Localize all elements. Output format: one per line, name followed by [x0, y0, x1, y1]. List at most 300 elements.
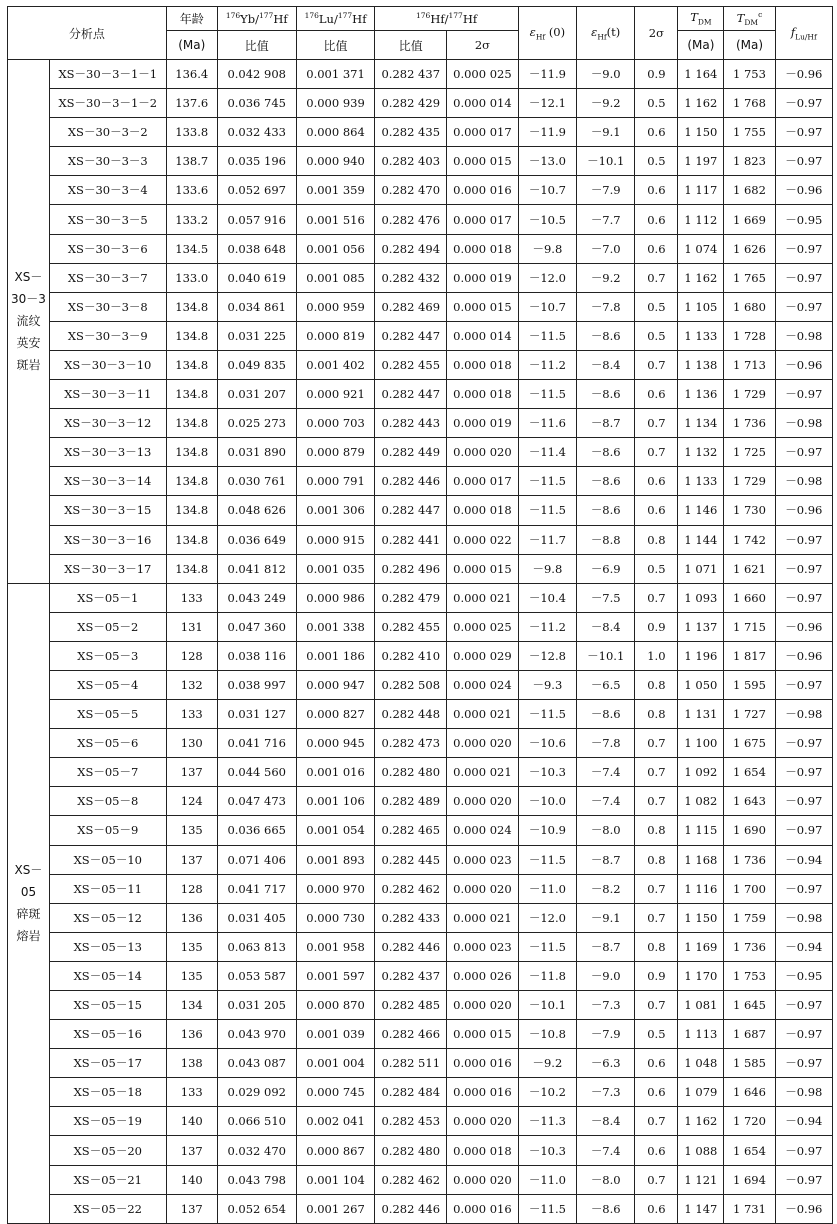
cell-hf-hf-ratio: 0.282 469 — [375, 292, 447, 321]
group-label-line: 流纹 — [16, 314, 41, 329]
cell-hf-hf-ratio: 0.282 433 — [375, 903, 447, 932]
cell-eps-hf-0: －11.5 — [518, 1194, 576, 1223]
table-row — [8, 845, 833, 874]
cell-hf-hf-2sigma: 0.000 021 — [447, 700, 519, 729]
cell-analysis-point: XS－05－10 — [49, 845, 166, 874]
cell-f-lu-hf: －0.97 — [775, 874, 832, 903]
cell-hf-hf-ratio: 0.282 403 — [375, 147, 447, 176]
cell-lu-hf-ratio: 0.001 371 — [296, 60, 375, 89]
cell-age: 137 — [166, 845, 217, 874]
group-label — [8, 60, 50, 584]
table-row — [8, 874, 833, 903]
cell-tdmc: 1 675 — [724, 729, 775, 758]
cell-lu-hf-ratio: 0.001 306 — [296, 496, 375, 525]
cell-hf-hf-ratio: 0.282 453 — [375, 1107, 447, 1136]
cell-hf-hf-2sigma: 0.000 015 — [447, 292, 519, 321]
cell-hf-hf-ratio: 0.282 462 — [375, 1165, 447, 1194]
cell-lu-hf-ratio: 0.000 867 — [296, 1136, 375, 1165]
cell-age: 135 — [166, 932, 217, 961]
cell-eps-hf-t: －6.5 — [577, 670, 635, 699]
header-lu-hf-ratio: 比值 — [296, 31, 375, 60]
cell-2sigma: 0.8 — [635, 700, 678, 729]
cell-f-lu-hf: －0.97 — [775, 758, 832, 787]
cell-hf-hf-2sigma: 0.000 017 — [447, 118, 519, 147]
cell-eps-hf-0: －11.5 — [518, 467, 576, 496]
cell-hf-hf-2sigma: 0.000 021 — [447, 583, 519, 612]
table-row — [8, 205, 833, 234]
table-row — [8, 1194, 833, 1223]
cell-tdm: 1 162 — [678, 1107, 724, 1136]
cell-hf-hf-ratio: 0.282 449 — [375, 438, 447, 467]
cell-analysis-point: XS－30－3－15 — [49, 496, 166, 525]
cell-analysis-point: XS－30－3－9 — [49, 321, 166, 350]
cell-yb-hf-ratio: 0.041 717 — [217, 874, 296, 903]
cell-tdm: 1 116 — [678, 874, 724, 903]
table-row — [8, 60, 833, 89]
cell-f-lu-hf: －0.97 — [775, 670, 832, 699]
cell-eps-hf-t: －8.7 — [577, 932, 635, 961]
cell-tdm: 1 133 — [678, 467, 724, 496]
cell-tdmc: 1 687 — [724, 1020, 775, 1049]
cell-tdmc: 1 646 — [724, 1078, 775, 1107]
table-row — [8, 409, 833, 438]
cell-age: 133 — [166, 583, 217, 612]
cell-analysis-point: XS－05－1 — [49, 583, 166, 612]
cell-f-lu-hf: －0.97 — [775, 991, 832, 1020]
cell-eps-hf-0: －11.0 — [518, 1165, 576, 1194]
cell-yb-hf-ratio: 0.057 916 — [217, 205, 296, 234]
cell-hf-hf-ratio: 0.282 445 — [375, 845, 447, 874]
cell-lu-hf-ratio: 0.001 958 — [296, 932, 375, 961]
cell-age: 128 — [166, 874, 217, 903]
cell-yb-hf-ratio: 0.053 587 — [217, 961, 296, 990]
table-row — [8, 89, 833, 118]
table-row — [8, 816, 833, 845]
cell-age: 140 — [166, 1107, 217, 1136]
header-hf-hf: $^{176}$Hf/$^{177}$Hf — [375, 7, 518, 31]
cell-yb-hf-ratio: 0.030 761 — [217, 467, 296, 496]
cell-hf-hf-2sigma: 0.000 023 — [447, 932, 519, 961]
cell-lu-hf-ratio: 0.000 921 — [296, 380, 375, 409]
cell-f-lu-hf: －0.96 — [775, 496, 832, 525]
cell-analysis-point: XS－30－3－2 — [49, 118, 166, 147]
cell-eps-hf-0: －9.8 — [518, 234, 576, 263]
cell-eps-hf-t: －9.0 — [577, 60, 635, 89]
cell-yb-hf-ratio: 0.031 205 — [217, 991, 296, 1020]
cell-f-lu-hf: －0.97 — [775, 118, 832, 147]
cell-lu-hf-ratio: 0.001 016 — [296, 758, 375, 787]
table-row — [8, 1165, 833, 1194]
cell-hf-hf-ratio: 0.282 470 — [375, 176, 447, 205]
cell-analysis-point: XS－30－3－14 — [49, 467, 166, 496]
cell-yb-hf-ratio: 0.029 092 — [217, 1078, 296, 1107]
cell-hf-hf-ratio: 0.282 432 — [375, 263, 447, 292]
cell-tdmc: 1 728 — [724, 321, 775, 350]
cell-age: 130 — [166, 729, 217, 758]
cell-age: 124 — [166, 787, 217, 816]
cell-tdmc: 1 621 — [724, 554, 775, 583]
cell-f-lu-hf: －0.96 — [775, 1194, 832, 1223]
cell-tdmc: 1 682 — [724, 176, 775, 205]
cell-yb-hf-ratio: 0.042 908 — [217, 60, 296, 89]
cell-eps-hf-0: －10.0 — [518, 787, 576, 816]
cell-eps-hf-0: －10.7 — [518, 292, 576, 321]
cell-eps-hf-0: －10.2 — [518, 1078, 576, 1107]
cell-analysis-point: XS－30－3－17 — [49, 554, 166, 583]
cell-yb-hf-ratio: 0.063 813 — [217, 932, 296, 961]
cell-tdmc: 1 595 — [724, 670, 775, 699]
cell-tdm: 1 196 — [678, 641, 724, 670]
cell-yb-hf-ratio: 0.043 249 — [217, 583, 296, 612]
cell-eps-hf-t: －8.6 — [577, 380, 635, 409]
cell-hf-hf-ratio: 0.282 410 — [375, 641, 447, 670]
cell-tdm: 1 081 — [678, 991, 724, 1020]
cell-hf-hf-2sigma: 0.000 016 — [447, 1078, 519, 1107]
cell-hf-hf-2sigma: 0.000 021 — [447, 758, 519, 787]
cell-hf-hf-ratio: 0.282 455 — [375, 350, 447, 379]
cell-f-lu-hf: －0.98 — [775, 321, 832, 350]
cell-f-lu-hf: －0.94 — [775, 1107, 832, 1136]
table-row — [8, 961, 833, 990]
cell-age: 134.8 — [166, 350, 217, 379]
cell-hf-hf-ratio: 0.282 473 — [375, 729, 447, 758]
cell-tdm: 1 134 — [678, 409, 724, 438]
cell-2sigma: 0.7 — [635, 903, 678, 932]
cell-tdm: 1 048 — [678, 1049, 724, 1078]
cell-eps-hf-0: －11.5 — [518, 380, 576, 409]
cell-2sigma: 0.8 — [635, 816, 678, 845]
cell-tdm: 1 170 — [678, 961, 724, 990]
cell-eps-hf-t: －10.1 — [577, 147, 635, 176]
cell-hf-hf-2sigma: 0.000 016 — [447, 1049, 519, 1078]
cell-eps-hf-t: －7.3 — [577, 991, 635, 1020]
cell-yb-hf-ratio: 0.038 997 — [217, 670, 296, 699]
cell-lu-hf-ratio: 0.001 516 — [296, 205, 375, 234]
cell-eps-hf-t: －8.6 — [577, 496, 635, 525]
cell-hf-hf-2sigma: 0.000 025 — [447, 60, 519, 89]
cell-tdmc: 1 736 — [724, 932, 775, 961]
cell-eps-hf-t: －8.4 — [577, 1107, 635, 1136]
cell-age: 134.8 — [166, 438, 217, 467]
cell-f-lu-hf: －0.94 — [775, 845, 832, 874]
header-yb-hf: $^{176}$Yb/$^{177}$Hf — [217, 7, 296, 31]
table-row — [8, 932, 833, 961]
cell-lu-hf-ratio: 0.001 039 — [296, 1020, 375, 1049]
cell-f-lu-hf: －0.97 — [775, 554, 832, 583]
cell-2sigma: 0.6 — [635, 496, 678, 525]
cell-tdm: 1 105 — [678, 292, 724, 321]
cell-hf-hf-ratio: 0.282 447 — [375, 496, 447, 525]
cell-f-lu-hf: －0.97 — [775, 292, 832, 321]
cell-yb-hf-ratio: 0.047 360 — [217, 612, 296, 641]
cell-tdm: 1 115 — [678, 816, 724, 845]
cell-f-lu-hf: －0.97 — [775, 263, 832, 292]
cell-tdm: 1 146 — [678, 496, 724, 525]
table-row — [8, 758, 833, 787]
cell-tdmc: 1 731 — [724, 1194, 775, 1223]
table-row — [8, 263, 833, 292]
cell-eps-hf-t: －6.3 — [577, 1049, 635, 1078]
cell-eps-hf-0: －12.0 — [518, 903, 576, 932]
cell-tdm: 1 133 — [678, 321, 724, 350]
cell-eps-hf-t: －7.4 — [577, 787, 635, 816]
cell-lu-hf-ratio: 0.000 879 — [296, 438, 375, 467]
cell-2sigma: 0.7 — [635, 874, 678, 903]
cell-f-lu-hf: －0.96 — [775, 60, 832, 89]
cell-eps-hf-0: －9.3 — [518, 670, 576, 699]
cell-eps-hf-0: －11.6 — [518, 409, 576, 438]
cell-yb-hf-ratio: 0.052 654 — [217, 1194, 296, 1223]
cell-yb-hf-ratio: 0.071 406 — [217, 845, 296, 874]
cell-hf-hf-2sigma: 0.000 020 — [447, 991, 519, 1020]
cell-eps-hf-0: －9.8 — [518, 554, 576, 583]
cell-hf-hf-ratio: 0.282 447 — [375, 380, 447, 409]
cell-f-lu-hf: －0.98 — [775, 1078, 832, 1107]
cell-tdm: 1 164 — [678, 60, 724, 89]
cell-hf-hf-ratio: 0.282 429 — [375, 89, 447, 118]
group-label-line: XS－ — [14, 270, 43, 285]
table-body — [8, 60, 833, 1224]
cell-hf-hf-ratio: 0.282 485 — [375, 991, 447, 1020]
table-row — [8, 700, 833, 729]
cell-hf-hf-2sigma: 0.000 018 — [447, 350, 519, 379]
cell-lu-hf-ratio: 0.000 864 — [296, 118, 375, 147]
group-label-line: 英安 — [16, 336, 41, 351]
cell-tdmc: 1 660 — [724, 583, 775, 612]
cell-analysis-point: XS－05－13 — [49, 932, 166, 961]
cell-analysis-point: XS－30－3－3 — [49, 147, 166, 176]
cell-tdmc: 1 694 — [724, 1165, 775, 1194]
cell-eps-hf-0: －11.5 — [518, 845, 576, 874]
cell-f-lu-hf: －0.97 — [775, 147, 832, 176]
cell-age: 134.8 — [166, 525, 217, 554]
cell-f-lu-hf: －0.97 — [775, 816, 832, 845]
cell-hf-hf-ratio: 0.282 462 — [375, 874, 447, 903]
cell-2sigma: 0.6 — [635, 1194, 678, 1223]
cell-hf-hf-2sigma: 0.000 023 — [447, 845, 519, 874]
cell-lu-hf-ratio: 0.000 819 — [296, 321, 375, 350]
cell-2sigma: 0.7 — [635, 409, 678, 438]
cell-2sigma: 1.0 — [635, 641, 678, 670]
cell-age: 138.7 — [166, 147, 217, 176]
table-row — [8, 729, 833, 758]
table-row — [8, 525, 833, 554]
cell-tdmc: 1 753 — [724, 961, 775, 990]
cell-hf-hf-2sigma: 0.000 018 — [447, 380, 519, 409]
header-analysis-point: 分析点 — [8, 7, 167, 60]
table-row — [8, 176, 833, 205]
cell-lu-hf-ratio: 0.000 791 — [296, 467, 375, 496]
cell-analysis-point: XS－05－17 — [49, 1049, 166, 1078]
cell-lu-hf-ratio: 0.001 056 — [296, 234, 375, 263]
cell-eps-hf-0: －11.9 — [518, 118, 576, 147]
cell-f-lu-hf: －0.98 — [775, 903, 832, 932]
cell-age: 134.8 — [166, 321, 217, 350]
cell-hf-hf-ratio: 0.282 446 — [375, 932, 447, 961]
cell-lu-hf-ratio: 0.001 104 — [296, 1165, 375, 1194]
cell-2sigma: 0.6 — [635, 1049, 678, 1078]
cell-eps-hf-t: －7.7 — [577, 205, 635, 234]
cell-lu-hf-ratio: 0.000 940 — [296, 147, 375, 176]
cell-tdm: 1 197 — [678, 147, 724, 176]
cell-eps-hf-t: －8.6 — [577, 321, 635, 350]
cell-age: 133.2 — [166, 205, 217, 234]
table-row — [8, 496, 833, 525]
cell-hf-hf-ratio: 0.282 484 — [375, 1078, 447, 1107]
cell-analysis-point: XS－05－7 — [49, 758, 166, 787]
cell-f-lu-hf: －0.96 — [775, 612, 832, 641]
header-tdmc-unit: (Ma) — [724, 31, 775, 60]
cell-lu-hf-ratio: 0.000 970 — [296, 874, 375, 903]
group-label-line: 熔岩 — [16, 929, 41, 944]
cell-hf-hf-2sigma: 0.000 019 — [447, 409, 519, 438]
table-row — [8, 292, 833, 321]
cell-2sigma: 0.7 — [635, 729, 678, 758]
cell-age: 133.8 — [166, 118, 217, 147]
cell-f-lu-hf: －0.97 — [775, 1020, 832, 1049]
cell-f-lu-hf: －0.95 — [775, 961, 832, 990]
cell-analysis-point: XS－05－19 — [49, 1107, 166, 1136]
cell-2sigma: 0.6 — [635, 1136, 678, 1165]
cell-2sigma: 0.6 — [635, 205, 678, 234]
cell-tdmc: 1 753 — [724, 60, 775, 89]
cell-tdmc: 1 765 — [724, 263, 775, 292]
cell-2sigma: 0.9 — [635, 961, 678, 990]
cell-hf-hf-ratio: 0.282 508 — [375, 670, 447, 699]
cell-tdmc: 1 755 — [724, 118, 775, 147]
cell-hf-hf-2sigma: 0.000 020 — [447, 1107, 519, 1136]
cell-yb-hf-ratio: 0.036 665 — [217, 816, 296, 845]
cell-2sigma: 0.6 — [635, 380, 678, 409]
cell-eps-hf-0: －9.2 — [518, 1049, 576, 1078]
cell-analysis-point: XS－05－21 — [49, 1165, 166, 1194]
cell-tdmc: 1 736 — [724, 409, 775, 438]
cell-eps-hf-t: －7.9 — [577, 1020, 635, 1049]
cell-hf-hf-2sigma: 0.000 016 — [447, 1194, 519, 1223]
cell-age: 140 — [166, 1165, 217, 1194]
cell-hf-hf-2sigma: 0.000 026 — [447, 961, 519, 990]
cell-2sigma: 0.8 — [635, 845, 678, 874]
cell-lu-hf-ratio: 0.000 939 — [296, 89, 375, 118]
cell-2sigma: 0.6 — [635, 118, 678, 147]
cell-f-lu-hf: －0.97 — [775, 787, 832, 816]
cell-tdmc: 1 729 — [724, 380, 775, 409]
cell-2sigma: 0.5 — [635, 147, 678, 176]
cell-hf-hf-2sigma: 0.000 014 — [447, 89, 519, 118]
cell-yb-hf-ratio: 0.038 648 — [217, 234, 296, 263]
cell-lu-hf-ratio: 0.002 041 — [296, 1107, 375, 1136]
cell-eps-hf-t: －8.6 — [577, 1194, 635, 1223]
cell-analysis-point: XS－05－9 — [49, 816, 166, 845]
cell-tdmc: 1 680 — [724, 292, 775, 321]
cell-tdmc: 1 626 — [724, 234, 775, 263]
cell-tdmc: 1 736 — [724, 845, 775, 874]
cell-hf-hf-ratio: 0.282 480 — [375, 758, 447, 787]
cell-f-lu-hf: －0.97 — [775, 380, 832, 409]
cell-f-lu-hf: －0.97 — [775, 583, 832, 612]
cell-age: 134.8 — [166, 409, 217, 438]
cell-2sigma: 0.7 — [635, 263, 678, 292]
header-yb-hf-ratio: 比值 — [217, 31, 296, 60]
cell-eps-hf-t: －8.8 — [577, 525, 635, 554]
group-label — [8, 583, 50, 1223]
cell-f-lu-hf: －0.97 — [775, 1165, 832, 1194]
cell-2sigma: 0.8 — [635, 670, 678, 699]
cell-yb-hf-ratio: 0.048 626 — [217, 496, 296, 525]
cell-yb-hf-ratio: 0.043 087 — [217, 1049, 296, 1078]
cell-tdm: 1 092 — [678, 758, 724, 787]
cell-lu-hf-ratio: 0.001 267 — [296, 1194, 375, 1223]
cell-2sigma: 0.5 — [635, 89, 678, 118]
header-hf-hf-2sigma: 2σ — [447, 31, 519, 60]
cell-2sigma: 0.6 — [635, 467, 678, 496]
cell-2sigma: 0.9 — [635, 60, 678, 89]
cell-eps-hf-t: －8.6 — [577, 438, 635, 467]
cell-hf-hf-ratio: 0.282 437 — [375, 961, 447, 990]
cell-hf-hf-2sigma: 0.000 017 — [447, 467, 519, 496]
cell-tdmc: 1 715 — [724, 612, 775, 641]
table-row — [8, 147, 833, 176]
cell-f-lu-hf: －0.97 — [775, 525, 832, 554]
cell-yb-hf-ratio: 0.041 716 — [217, 729, 296, 758]
table-header — [8, 7, 833, 60]
cell-yb-hf-ratio: 0.031 890 — [217, 438, 296, 467]
cell-yb-hf-ratio: 0.032 470 — [217, 1136, 296, 1165]
cell-hf-hf-2sigma: 0.000 017 — [447, 205, 519, 234]
cell-eps-hf-0: －11.8 — [518, 961, 576, 990]
cell-lu-hf-ratio: 0.001 035 — [296, 554, 375, 583]
cell-age: 131 — [166, 612, 217, 641]
cell-analysis-point: XS－30－3－6 — [49, 234, 166, 263]
cell-lu-hf-ratio: 0.001 402 — [296, 350, 375, 379]
cell-age: 135 — [166, 961, 217, 990]
cell-tdm: 1 137 — [678, 612, 724, 641]
cell-hf-hf-2sigma: 0.000 020 — [447, 438, 519, 467]
cell-2sigma: 0.7 — [635, 438, 678, 467]
cell-lu-hf-ratio: 0.000 959 — [296, 292, 375, 321]
header-age-label: 年龄 — [179, 12, 204, 26]
cell-yb-hf-ratio: 0.047 473 — [217, 787, 296, 816]
cell-age: 136.4 — [166, 60, 217, 89]
cell-hf-hf-ratio: 0.282 511 — [375, 1049, 447, 1078]
cell-eps-hf-t: －9.1 — [577, 118, 635, 147]
cell-age: 133 — [166, 1078, 217, 1107]
cell-analysis-point: XS－05－2 — [49, 612, 166, 641]
cell-2sigma: 0.6 — [635, 176, 678, 205]
table-row — [8, 554, 833, 583]
cell-tdm: 1 168 — [678, 845, 724, 874]
group-label-line: 斑岩 — [16, 358, 41, 373]
cell-hf-hf-ratio: 0.282 465 — [375, 816, 447, 845]
cell-2sigma: 0.7 — [635, 758, 678, 787]
cell-analysis-point: XS－05－15 — [49, 991, 166, 1020]
header-lu-hf: $^{176}$Lu/$^{177}$Hf — [296, 7, 375, 31]
cell-lu-hf-ratio: 0.001 597 — [296, 961, 375, 990]
cell-yb-hf-ratio: 0.044 560 — [217, 758, 296, 787]
cell-eps-hf-t: －9.2 — [577, 89, 635, 118]
cell-eps-hf-t: －7.4 — [577, 758, 635, 787]
cell-eps-hf-t: －7.8 — [577, 729, 635, 758]
header-tdmc: $T_{DM}^c$ — [724, 7, 775, 31]
cell-lu-hf-ratio: 0.000 827 — [296, 700, 375, 729]
cell-eps-hf-t: －8.0 — [577, 816, 635, 845]
cell-lu-hf-ratio: 0.000 947 — [296, 670, 375, 699]
hf-isotope-table — [7, 6, 833, 1224]
cell-2sigma: 0.7 — [635, 991, 678, 1020]
cell-tdm: 1 100 — [678, 729, 724, 758]
cell-eps-hf-0: －13.0 — [518, 147, 576, 176]
cell-analysis-point: XS－05－14 — [49, 961, 166, 990]
